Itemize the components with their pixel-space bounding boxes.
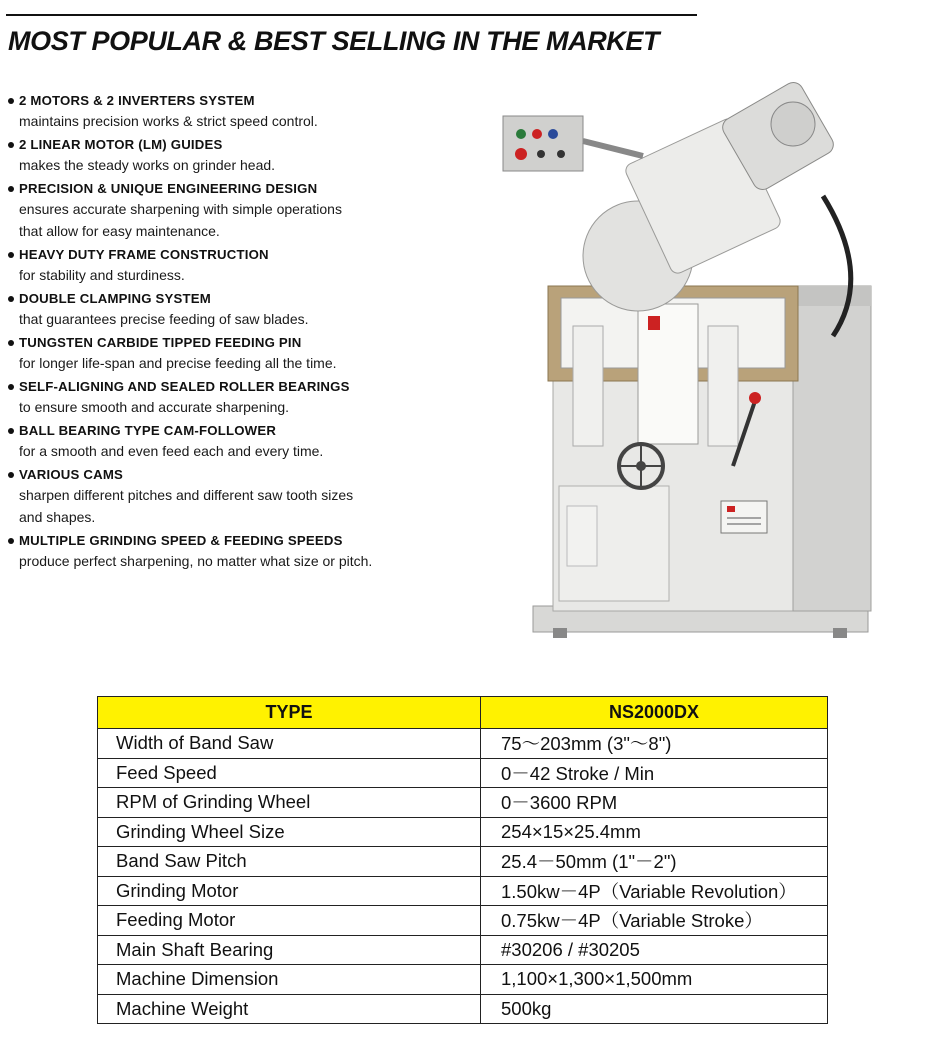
- table-row: [98, 758, 828, 788]
- spec-label: Band Saw Pitch: [98, 847, 481, 877]
- feature-item: [8, 532, 478, 572]
- spec-label: Feed Speed: [98, 758, 481, 788]
- table-row: [98, 994, 828, 1024]
- spec-label: Machine Weight: [98, 994, 481, 1024]
- feature-description: produce perfect sharpening, no matter what size or pitch.: [19, 553, 373, 569]
- feature-item: [8, 136, 478, 176]
- bullet-icon: [8, 98, 14, 104]
- feature-description: that allow for easy maintenance.: [19, 223, 220, 239]
- machine-photo: [493, 76, 893, 666]
- feature-item: [8, 290, 478, 330]
- feature-description: to ensure smooth and accurate sharpening.: [19, 399, 290, 415]
- feature-title: [8, 136, 478, 154]
- feature-title-text: DOUBLE CLAMPING SYSTEM: [19, 291, 211, 306]
- feature-item: [8, 466, 478, 528]
- spec-value: 254×15×25.4mm: [481, 817, 828, 847]
- feature-title-text: SELF-ALIGNING AND SEALED ROLLER BEARINGS: [19, 379, 350, 394]
- table-row: [98, 935, 828, 965]
- feature-description: for stability and sturdiness.: [19, 267, 185, 283]
- spec-label: Grinding Wheel Size: [98, 817, 481, 847]
- top-rule: [6, 14, 697, 16]
- bullet-icon: [8, 142, 14, 148]
- bullet-icon: [8, 296, 14, 302]
- spec-label: Main Shaft Bearing: [98, 935, 481, 965]
- table-row: [98, 965, 828, 995]
- feature-title: [8, 532, 478, 550]
- spec-label: Feeding Motor: [98, 906, 481, 936]
- spec-value: 75～203mm (3"～8"): [481, 729, 828, 759]
- table-row: [98, 906, 828, 936]
- spec-table: [97, 696, 828, 1024]
- feature-title: [8, 92, 478, 110]
- feature-item: [8, 378, 478, 418]
- feature-title: [8, 290, 478, 308]
- spec-value: 1.50kw－4P（Variable Revolution）: [481, 876, 828, 906]
- feature-description: for a smooth and even feed each and every time.: [19, 443, 324, 459]
- table-row: [98, 788, 828, 818]
- feature-title-text: VARIOUS CAMS: [19, 467, 123, 482]
- model-header: NS2000DX: [481, 697, 828, 729]
- feature-title-text: 2 LINEAR MOTOR (LM) GUIDES: [19, 137, 223, 152]
- feature-title: [8, 422, 478, 440]
- feature-description: sharpen different pitches and different saw tooth sizes: [19, 487, 354, 503]
- table-row: [98, 847, 828, 877]
- spec-label: Grinding Motor: [98, 876, 481, 906]
- feature-title-text: MULTIPLE GRINDING SPEED & FEEDING SPEEDS: [19, 533, 343, 548]
- feature-list: [8, 92, 478, 576]
- headline: MOST POPULAR & BEST SELLING IN THE MARKET: [8, 26, 660, 56]
- feature-item: [8, 92, 478, 132]
- spec-value: #30206 / #30205: [481, 935, 828, 965]
- feature-item: [8, 246, 478, 286]
- spec-value: 0－42 Stroke / Min: [481, 758, 828, 788]
- feature-title-text: 2 MOTORS & 2 INVERTERS SYSTEM: [19, 93, 255, 108]
- bullet-icon: [8, 340, 14, 346]
- bullet-icon: [8, 538, 14, 544]
- spec-table-header: [98, 697, 828, 729]
- feature-description: that guarantees precise feeding of saw blades.: [19, 311, 309, 327]
- spec-label: RPM of Grinding Wheel: [98, 788, 481, 818]
- feature-title: [8, 180, 478, 198]
- feature-description: maintains precision works & strict speed control.: [19, 113, 318, 129]
- feature-description: and shapes.: [19, 509, 96, 525]
- feature-item: [8, 180, 478, 242]
- feature-title: [8, 466, 478, 484]
- feature-title-text: PRECISION & UNIQUE ENGINEERING DESIGN: [19, 181, 318, 196]
- type-header: TYPE: [98, 697, 481, 729]
- spec-label: Machine Dimension: [98, 965, 481, 995]
- feature-item: [8, 422, 478, 462]
- feature-title-text: HEAVY DUTY FRAME CONSTRUCTION: [19, 247, 269, 262]
- feature-title-text: BALL BEARING TYPE CAM-FOLLOWER: [19, 423, 277, 438]
- spec-value: 1,100×1,300×1,500mm: [481, 965, 828, 995]
- spec-value: 0.75kw－4P（Variable Stroke）: [481, 906, 828, 936]
- feature-title: [8, 378, 478, 396]
- feature-description: for longer life-span and precise feeding all the time.: [19, 355, 337, 371]
- table-row: [98, 729, 828, 759]
- bullet-icon: [8, 472, 14, 478]
- feature-title: [8, 246, 478, 264]
- feature-description: makes the steady works on grinder head.: [19, 157, 276, 173]
- table-row: [98, 876, 828, 906]
- feature-item: [8, 334, 478, 374]
- bullet-icon: [8, 252, 14, 258]
- bullet-icon: [8, 186, 14, 192]
- spec-label: Width of Band Saw: [98, 729, 481, 759]
- table-row: [98, 817, 828, 847]
- spec-value: 500kg: [481, 994, 828, 1024]
- spec-value: 0－3600 RPM: [481, 788, 828, 818]
- bullet-icon: [8, 428, 14, 434]
- feature-title: [8, 334, 478, 352]
- feature-title-text: TUNGSTEN CARBIDE TIPPED FEEDING PIN: [19, 335, 302, 350]
- bullet-icon: [8, 384, 14, 390]
- feature-description: ensures accurate sharpening with simple operations: [19, 201, 342, 217]
- spec-value: 25.4－50mm (1"－2"): [481, 847, 828, 877]
